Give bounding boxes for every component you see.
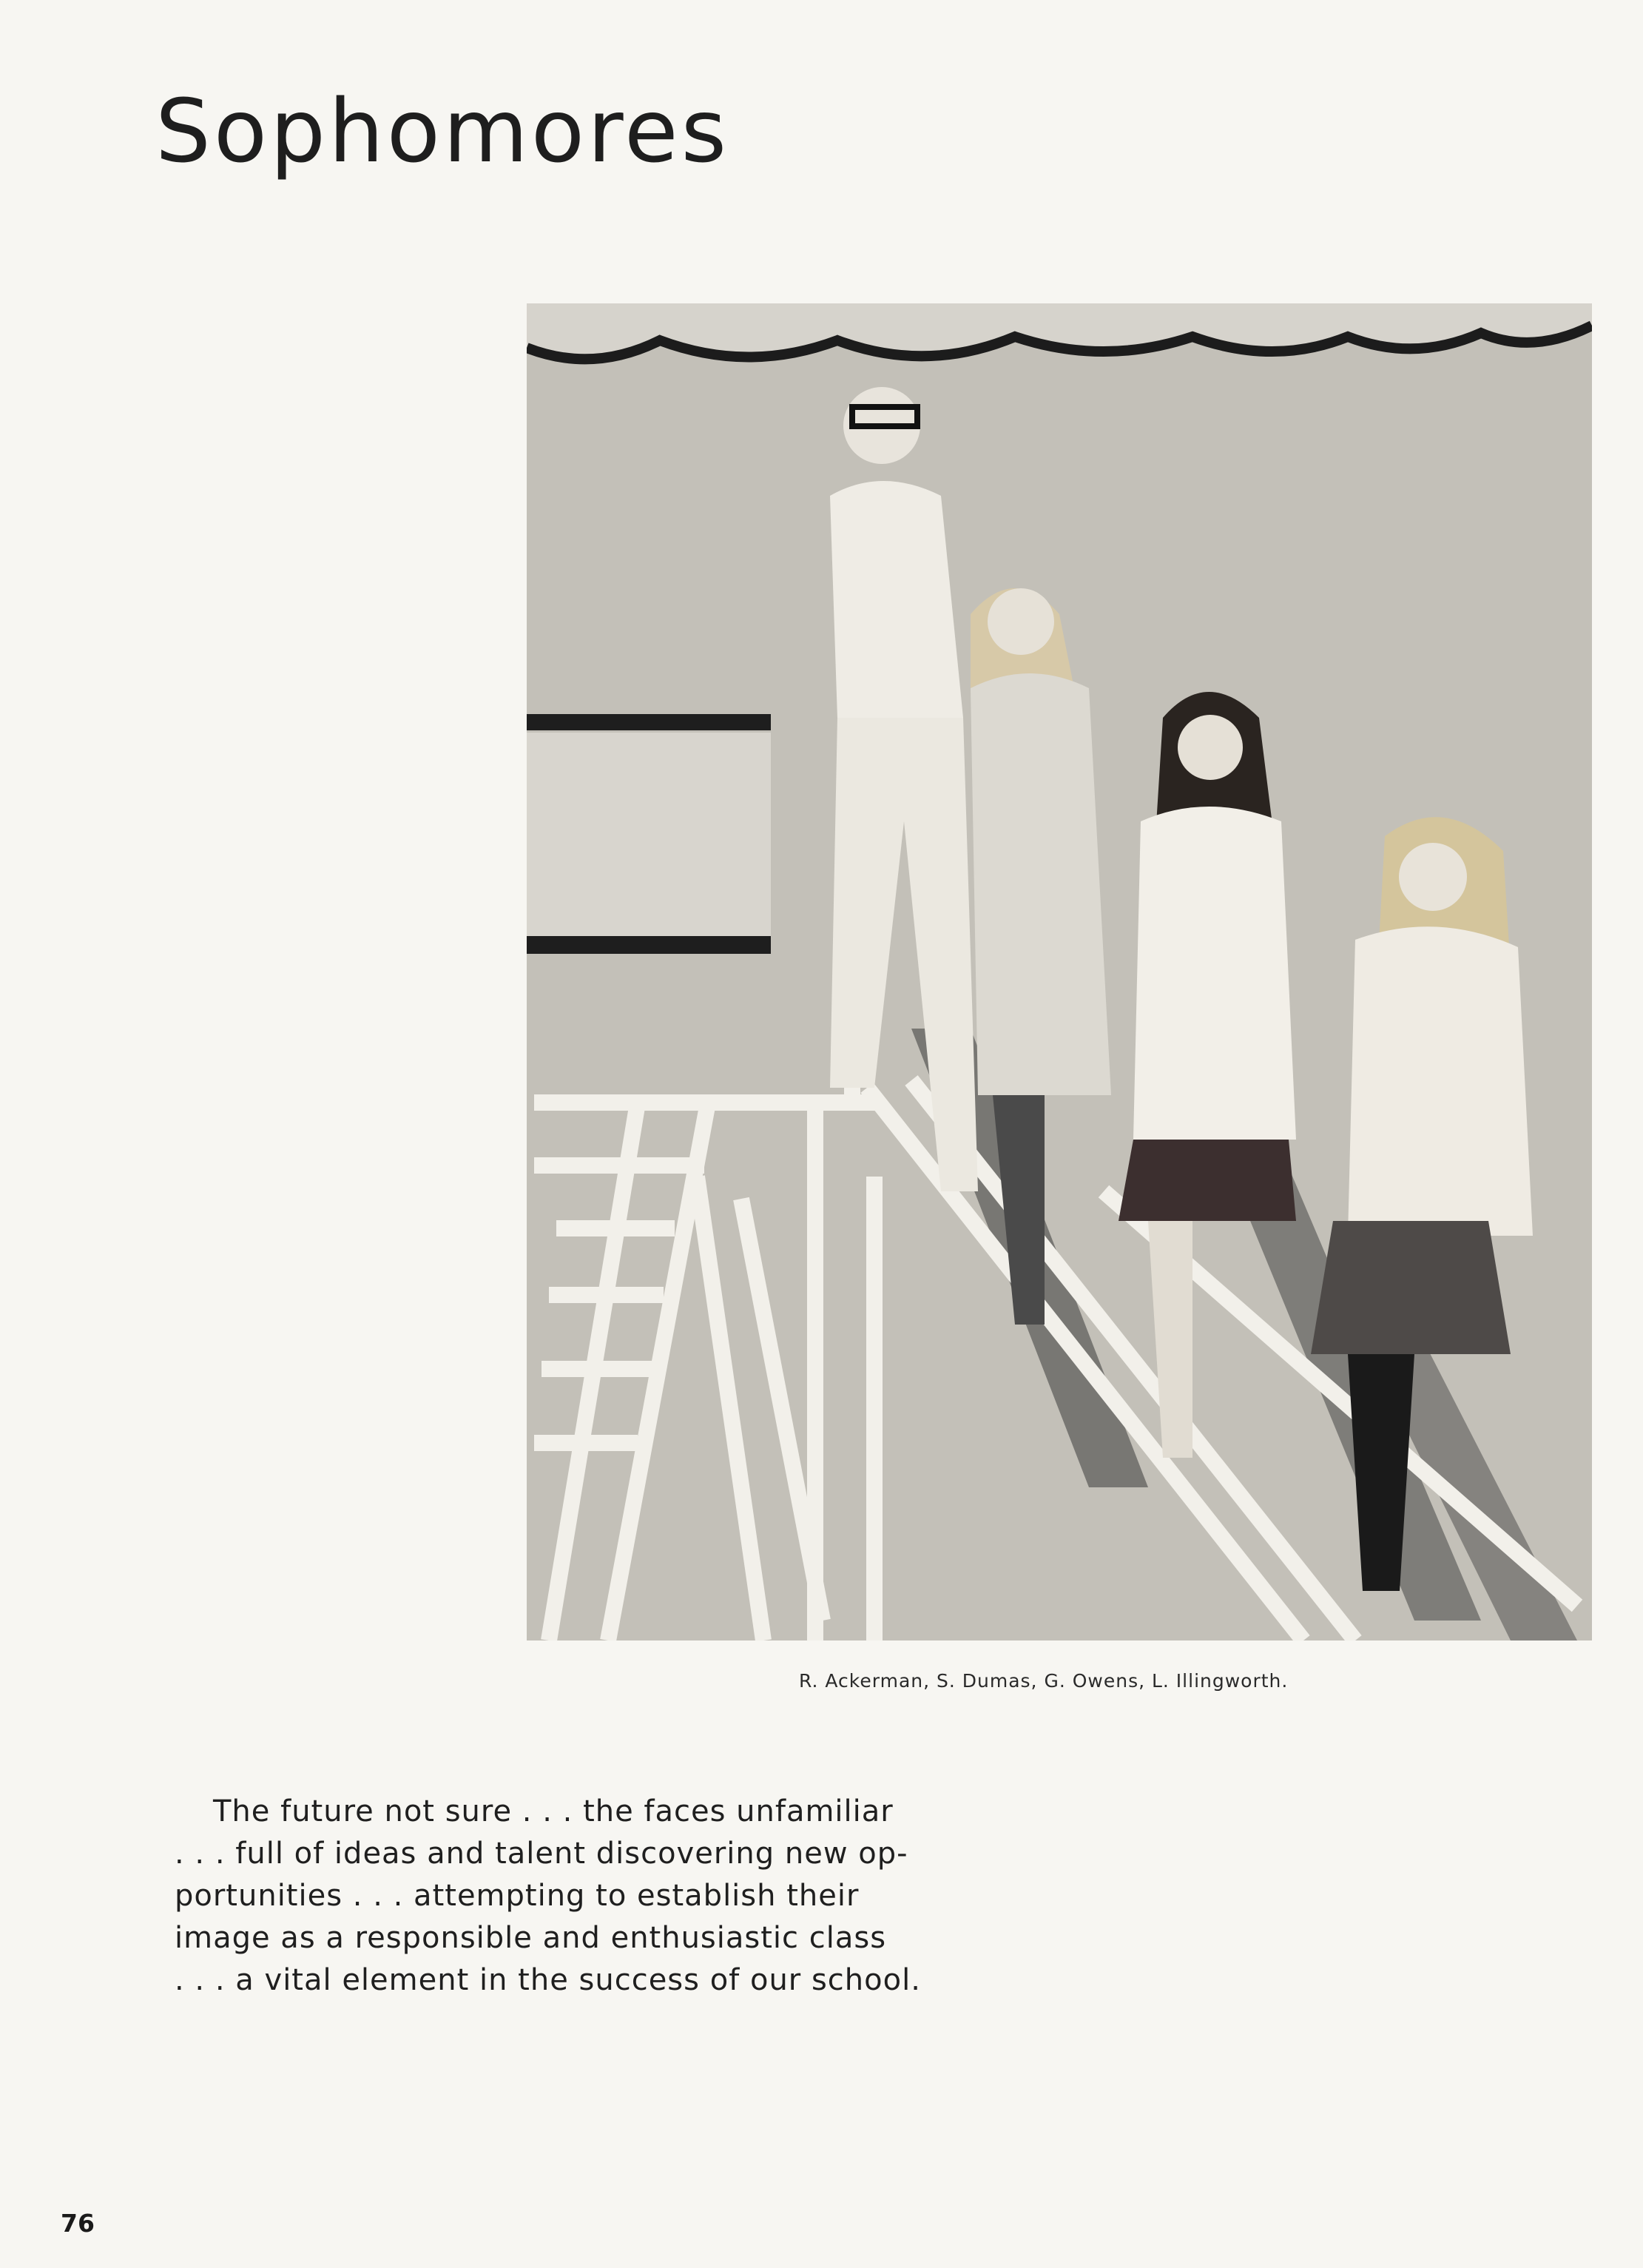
photo-illustration — [527, 303, 1592, 1641]
wall-stripe-lower — [527, 936, 771, 954]
page-number: 76 — [61, 2209, 95, 2238]
body-line-3: portunities . . . attempting to establish their — [175, 1879, 860, 1913]
page-title: Sophomores — [155, 80, 730, 182]
wall-panel — [527, 733, 771, 936]
wall-stripe-upper — [527, 714, 771, 730]
body-line-4: image as a responsible and enthusiastic class — [175, 1921, 887, 1955]
body-line-5: . . . a vital element in the success of our school. — [175, 1963, 921, 1997]
body-line-1: The future not sure . . . the faces unfamiliar — [213, 1794, 894, 1828]
body-line-2: . . . full of ideas and talent discovering new op- — [175, 1837, 908, 1871]
photo-caption: R. Ackerman, S. Dumas, G. Owens, L. Illingworth. — [799, 1670, 1289, 1692]
body-paragraph — [175, 1791, 921, 2002]
group-photo — [527, 303, 1592, 1641]
